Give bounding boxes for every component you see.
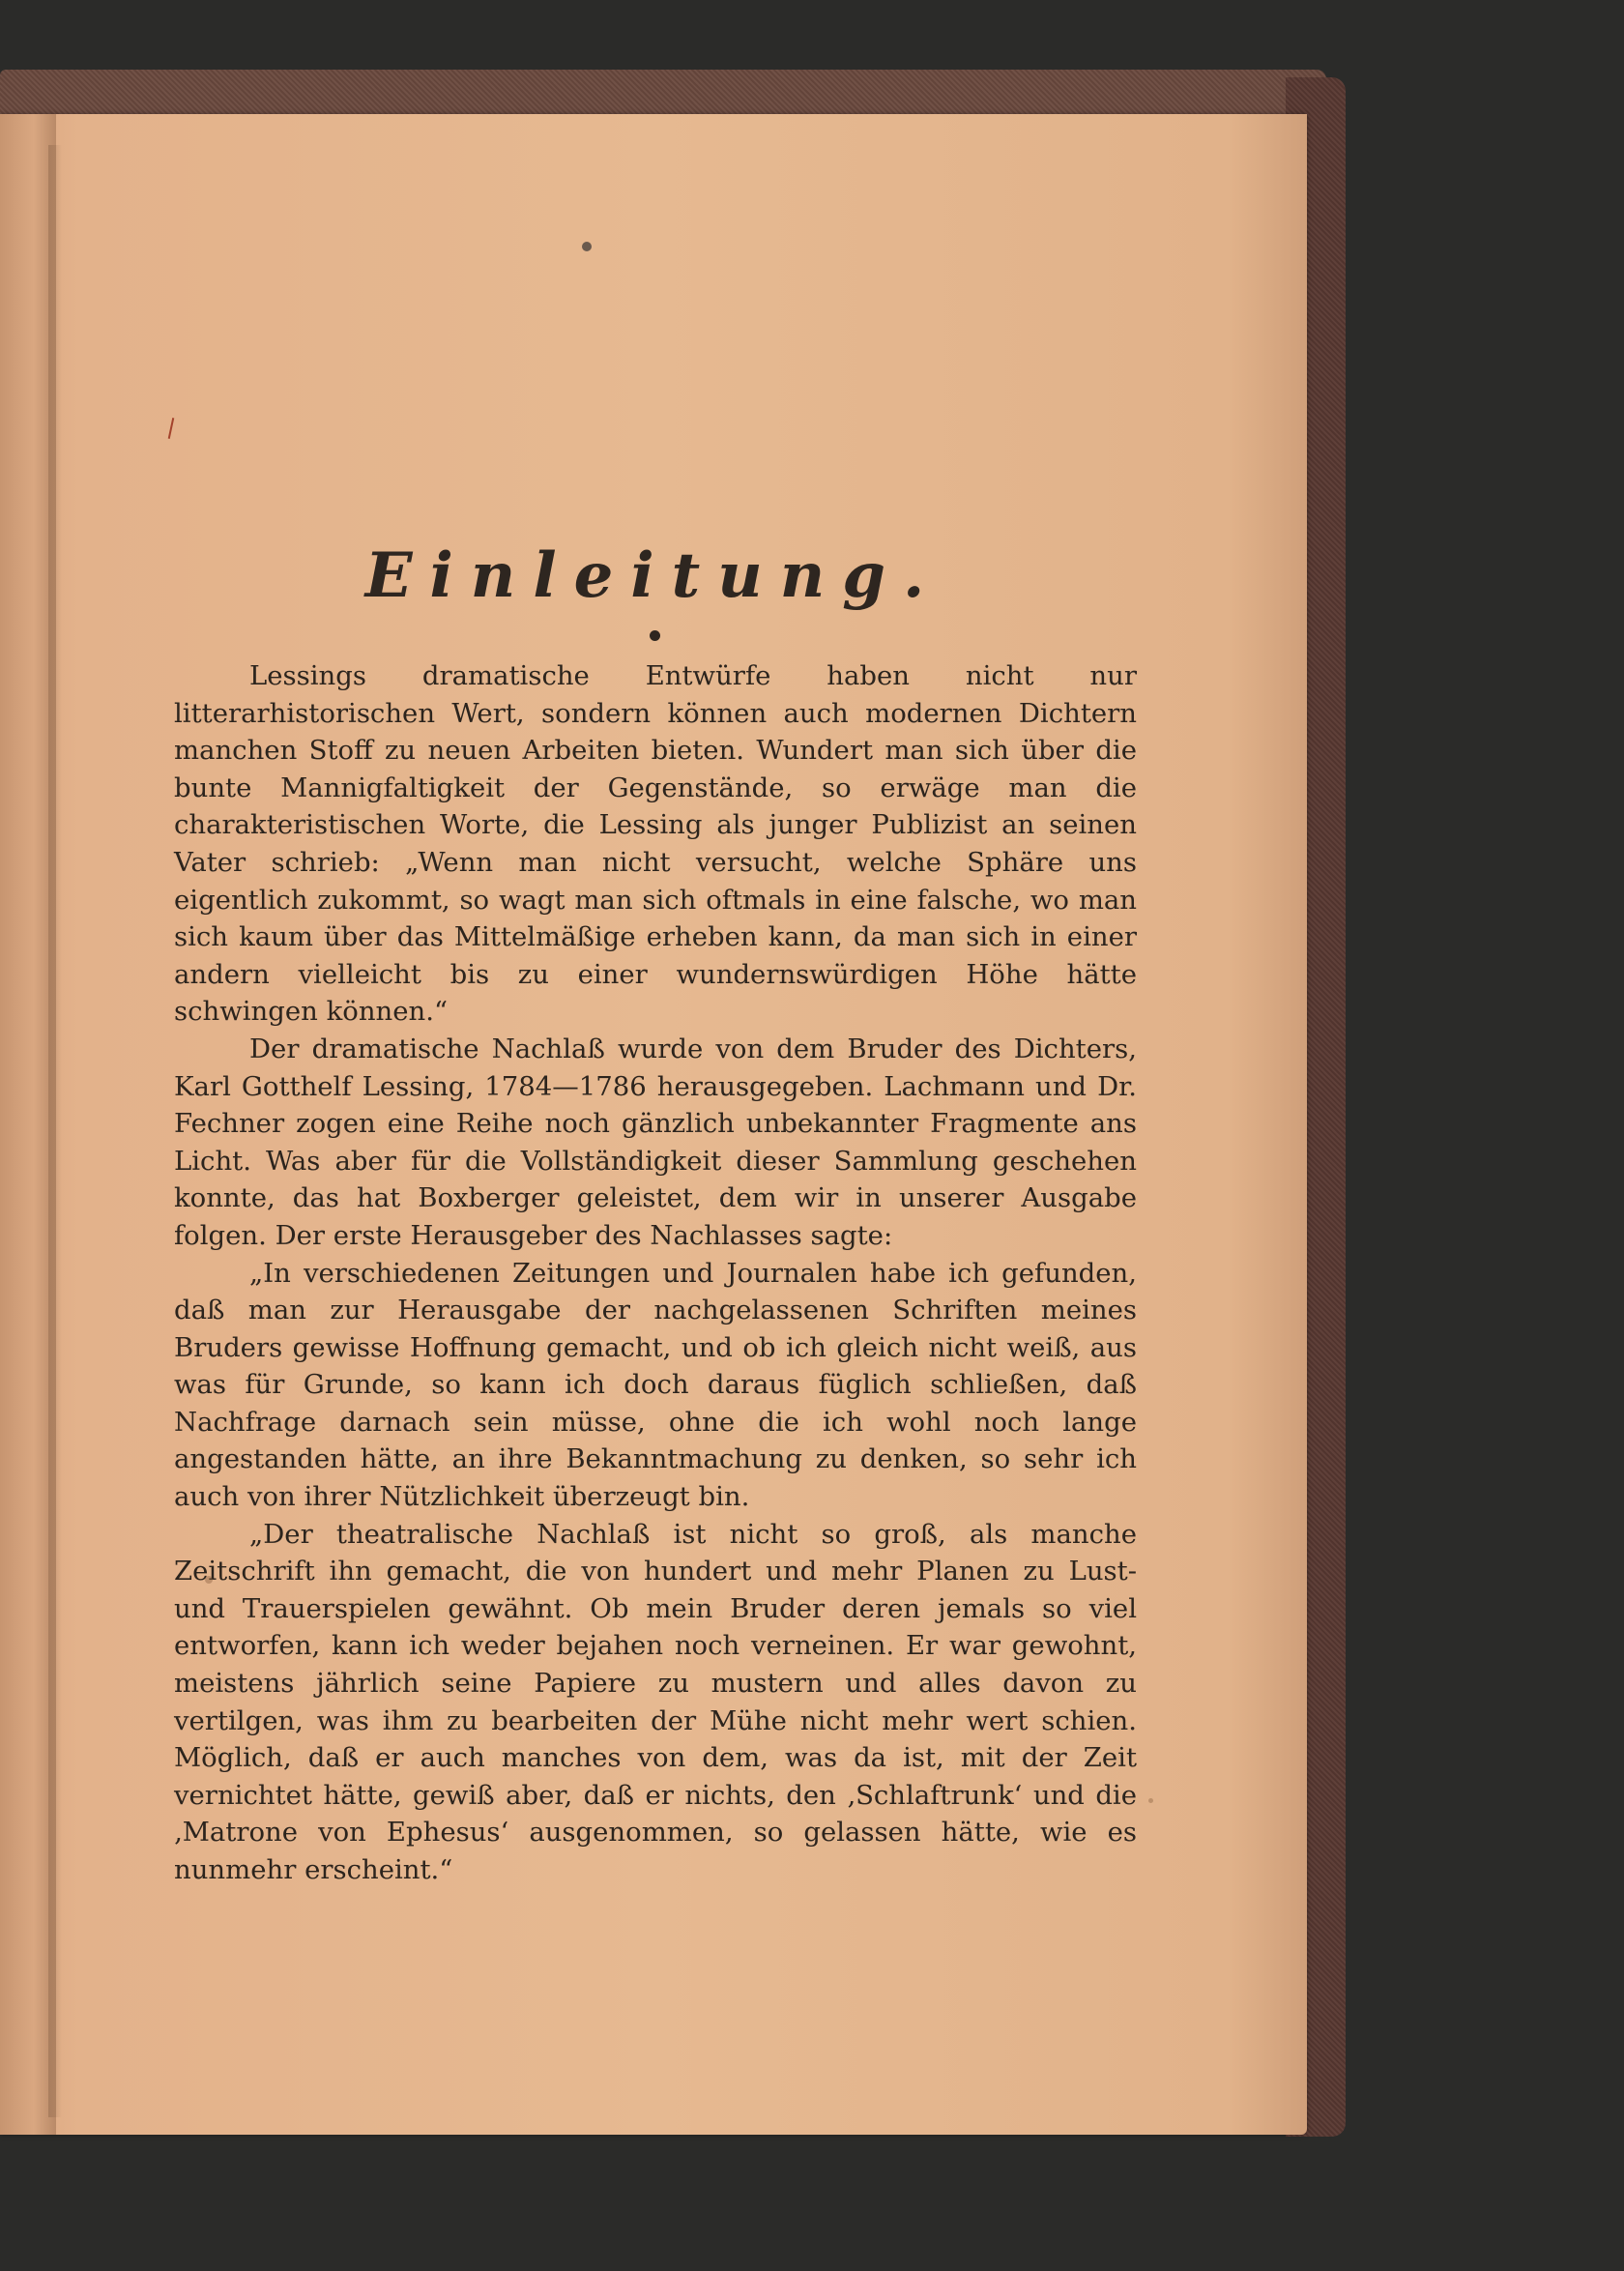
paragraph: Lessings dramatische Entwürfe haben nicht nur litterarhistorischen Wert, sondern können auch modernen Dichtern manchen Stoff zu neuen Arbeiten bieten. Wundert man sich über die bunte Mannigfaltigkeit der Gegenstände, so erwäge man die charakteristischen Worte, die Lessing als junger Publizist an seinen Vater schrieb: „Wenn man nicht versucht, welche Sphäre uns eigentlich zukommt, so wagt man sich oftmals in eine falsche, wo man sich kaum über das Mittelmäßige erheben kann, da man sich in einer andern vielleicht bis zu einer wundernswürdigen Höhe hätte schwingen können.“ [174, 660, 1137, 1028]
paper-speck [1148, 1798, 1153, 1803]
gutter-shadow [48, 145, 62, 2117]
ink-spot [582, 242, 592, 251]
chapter-title: Einleitung. [364, 539, 942, 612]
title-ornament-dot [650, 630, 660, 641]
paper-speck [205, 1576, 213, 1584]
body-text [174, 657, 1137, 1889]
paragraph: „In verschiedenen Zeitungen und Journalen habe ich gefunden, daß man zur Herausgabe der nachgelassenen Schriften meines Bruders gewisse Hoffnung gemacht, und ob ich gleich nicht weiß, aus was für Grunde, so kann ich doch daraus füglich schließen, daß Nachfrage darnach sein müsse, ohne die ich wohl noch lange angestanden hätte, an ihre Bekanntmachung zu denken, so sehr ich auch von ihrer Nützlichkeit überzeugt bin. [174, 1257, 1137, 1513]
paragraph: „Der theatralische Nachlaß ist nicht so groß, als manche Zeitschrift ihn gemacht, die von hundert und mehr Planen zu Lust- und Trauerspielen gewähnt. Ob mein Bruder deren jemals so viel entworfen, kann ich weder bejahen noch verneinen. Er war gewohnt, meistens jährlich seine Papiere zu mustern und alles davon zu vertilgen, was ihm zu bearbeiten der Mühe nicht mehr wert schien. Möglich, daß er auch manches von dem, was da ist, mit der Zeit vernichtet hätte, gewiß aber, daß er nichts, den ‚Schlaftrunk‘ und die ‚Matrone von Ephesus‘ ausgenommen, so gelassen hätte, wie es nunmehr erscheint.“ [174, 1518, 1137, 1885]
paragraph: Der dramatische Nachlaß wurde von dem Bruder des Dichters, Karl Gotthelf Lessing, 1784—1786 herausgegeben. Lachmann und Dr. Fechner zogen eine Reihe noch gänzlich unbekannter Fragmente ans Licht. Was aber für die Vollständigkeit dieser Sammlung geschehen konnte, das hat Boxberger geleistet, dem wir in unserer Ausgabe folgen. Der erste Herausgeber des Nachlasses sagte: [174, 1033, 1137, 1251]
